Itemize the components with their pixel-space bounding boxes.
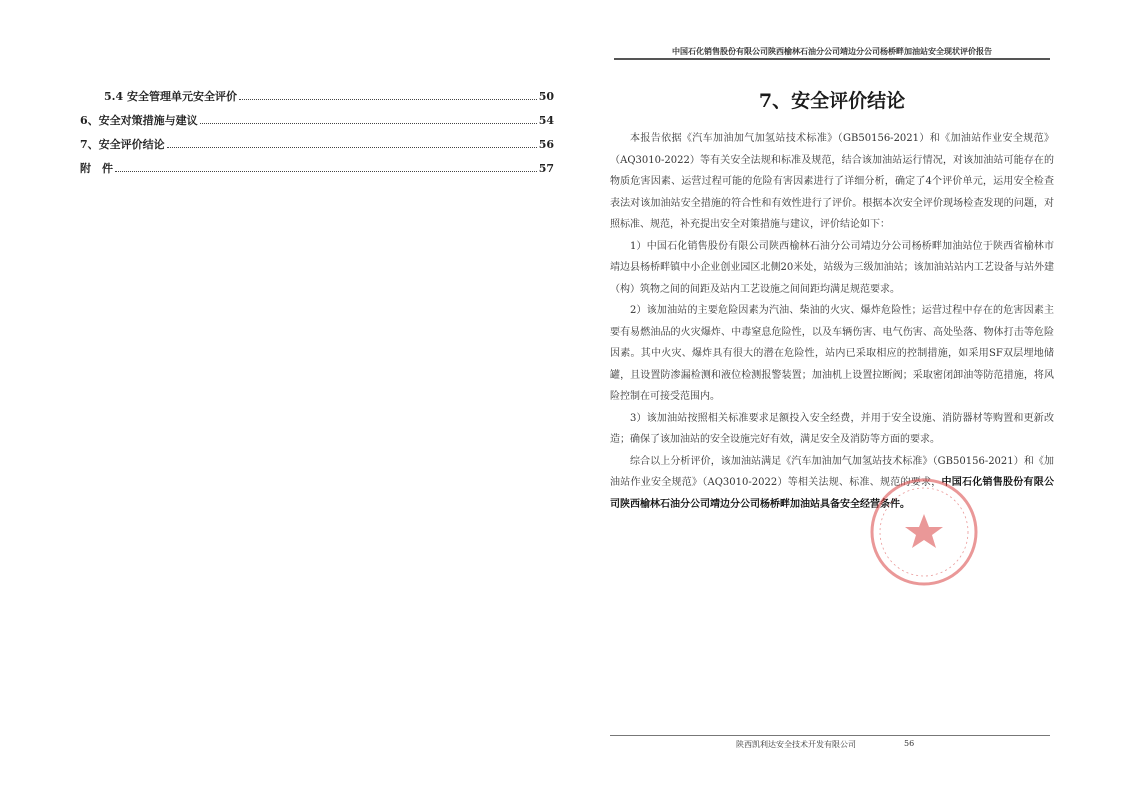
footer-rule bbox=[610, 735, 1050, 736]
toc-entry-page: 56 bbox=[538, 138, 554, 151]
toc-entry[interactable] bbox=[80, 88, 554, 112]
toc-entry-page: 54 bbox=[538, 114, 554, 127]
section-body bbox=[610, 128, 1054, 515]
conclusion-text: 综合以上分析评价，该加油站满足《汽车加油加气加氢站技术标准》（GB50156-2021）和《加油站作业安全规范》（AQ3010-2022）等相关法规、标准、规范的要求， bbox=[610, 455, 1054, 488]
toc-leader-dots bbox=[167, 147, 537, 148]
toc-leader-dots bbox=[115, 171, 537, 172]
toc-entry-page: 57 bbox=[538, 162, 554, 175]
table-of-contents bbox=[80, 88, 554, 184]
toc-leader-dots bbox=[239, 99, 537, 100]
toc-entry-label: 6、安全对策措施与建议 bbox=[80, 114, 198, 127]
toc-entry-label: 7、安全评价结论 bbox=[80, 138, 165, 151]
toc-entry-page: 50 bbox=[538, 90, 554, 103]
toc-entry[interactable] bbox=[80, 112, 554, 136]
footer-company: 陕西凯利达安全技术开发有限公司 bbox=[736, 740, 856, 749]
section-title: 7、安全评价结论 bbox=[758, 90, 906, 112]
paragraph: 1）中国石化销售股份有限公司陕西榆林石油分公司靖边分公司杨桥畔加油站位于陕西省榆林市靖边县杨桥畔镇中小企业创业园区北侧20米处，站级为三级加油站；该加油站站内工艺设备与站外建（构）筑物之间的间距及站内工艺设施之间间距均满足规范要求。 bbox=[610, 240, 1054, 295]
header-rule bbox=[614, 58, 1050, 60]
toc-entry[interactable] bbox=[80, 136, 554, 160]
paragraph: 2）该加油站的主要危险因素为汽油、柴油的火灾、爆炸危险性；运营过程中存在的危害因素主要有易燃油品的火灾爆炸、中毒窒息危险性，以及车辆伤害、电气伤害、高处坠落、物体打击等危险因素。其中火灾、爆炸具有很大的潜在危险性，站内已采取相应的控制措施，如采用SF双层埋地储罐，且设置防渗漏检测和液位检测报警装置；加油机上设置拉断阀；采取密闭卸油等防范措施，将风险控制在可接受范围内。 bbox=[610, 305, 1054, 402]
running-header: 中国石化销售股份有限公司陕西榆林石油分公司靖边分公司杨桥畔加油站安全现状评价报告 bbox=[672, 46, 992, 56]
paragraph: 本报告依据《汽车加油加气加氢站技术标准》（GB50156-2021）和《加油站作业安全规范》（AQ3010-2022）等有关安全法规和标准及规范，结合该加油站运行情况，对该加油站可能存在的物质危害因素、运营过程可能的危险有害因素进行了详细分析，确定了4个评价单元，运用安全检查表法对该加油站安全措施的符合性和有效性进行了评价。根据本次安全评价现场检查发现的问题，对照标准、规范，补充提出安全对策措施与建议，评价结论如下： bbox=[610, 133, 1054, 230]
footer-page-number: 56 bbox=[904, 739, 915, 748]
toc-entry-label: 5.4 安全管理单元安全评价 bbox=[104, 90, 237, 103]
toc-leader-dots bbox=[200, 123, 537, 124]
paragraph: 3）该加油站按照相关标准要求足额投入安全经费，并用于安全设施、消防器材等购置和更新改造；确保了该加油站的安全设施完好有效，满足安全及消防等方面的要求。 bbox=[610, 412, 1054, 445]
conclusion-bold-text: 中国石化销售股份有限公司陕西榆林石油分公司靖边分公司杨桥畔加油站具备安全经营条件。 bbox=[610, 477, 1054, 510]
left-page bbox=[0, 0, 561, 794]
right-page bbox=[562, 0, 1123, 794]
toc-entry-label: 附 件 bbox=[80, 162, 113, 175]
toc-entry[interactable] bbox=[80, 160, 554, 184]
conclusion-paragraph bbox=[610, 451, 1054, 516]
